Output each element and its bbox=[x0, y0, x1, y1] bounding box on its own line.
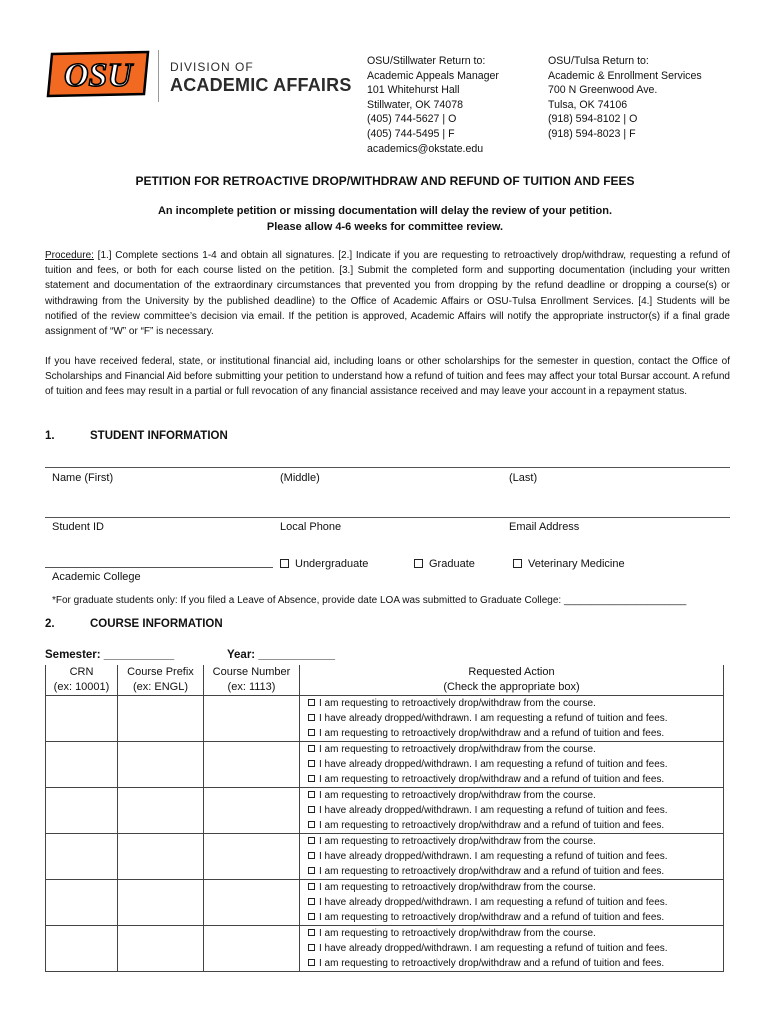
action-option[interactable] bbox=[300, 803, 723, 818]
loa-note: *For graduate students only: If you filed a Leave of Absence, provide date LOA was submitted to Graduate College: ______________________ bbox=[52, 595, 687, 606]
action-cell bbox=[300, 742, 724, 788]
action-option-label: I am requesting to retroactively drop/withdraw from the course. bbox=[319, 744, 596, 755]
action-cell bbox=[300, 926, 724, 972]
crn-cell[interactable] bbox=[46, 788, 118, 834]
undergraduate-checkbox[interactable] bbox=[280, 559, 289, 568]
action-option-label: I am requesting to retroactively drop/withdraw from the course. bbox=[319, 882, 596, 893]
action-option[interactable] bbox=[300, 956, 723, 971]
action-option-label: I am requesting to retroactively drop/withdraw and a refund of tuition and fees. bbox=[319, 912, 665, 923]
address-line: 101 Whitehurst Hall bbox=[367, 84, 460, 97]
action-checkbox[interactable] bbox=[308, 929, 315, 936]
tulsa-address bbox=[548, 54, 702, 142]
graduate-checkbox[interactable] bbox=[414, 559, 423, 568]
procedure-text: [1.] Complete sections 1-4 and obtain all signatures. [2.] Indicate if you are requesting to retroactively drop/withdraw, requesting a refund of tuition and fees, or both for each course listed on the petition. [3.] Submit the completed form and supporting documentation (including your written statement and documentation of the extraordinary circumstances that prevented you from dropping by the refund deadline or dropping a course(s) or withdrawing from the University by the published deadline) to the Office of Academic Affairs or OSU-Tulsa Enrollment Services. [4.] Students will be notified of the review committee’s decision via email. If the petition is approved, Academic Affairs will notify the appropriate instructor(s) if a final grade assignment of “W” or “F” is necessary. bbox=[45, 250, 730, 338]
number-cell[interactable] bbox=[204, 742, 300, 788]
email-address-label: Email Address bbox=[509, 521, 580, 533]
number-cell[interactable] bbox=[204, 880, 300, 926]
action-option[interactable] bbox=[300, 788, 723, 803]
action-option[interactable] bbox=[300, 910, 723, 925]
action-option-label: I have already dropped/withdrawn. I am requesting a refund of tuition and fees. bbox=[319, 759, 668, 770]
address-line: (918) 594-8023 | F bbox=[548, 127, 636, 140]
action-option-label: I am requesting to retroactively drop/withdraw and a refund of tuition and fees. bbox=[319, 820, 665, 831]
prefix-cell[interactable] bbox=[118, 834, 204, 880]
prefix-cell[interactable] bbox=[118, 926, 204, 972]
academic-college-label: Academic College bbox=[52, 571, 141, 583]
action-option-label: I am requesting to retroactively drop/withdraw and a refund of tuition and fees. bbox=[319, 774, 665, 785]
action-option[interactable] bbox=[300, 849, 723, 864]
student-id-label: Student ID bbox=[52, 521, 104, 533]
action-option-label: I am requesting to retroactively drop/withdraw and a refund of tuition and fees. bbox=[319, 958, 665, 969]
crn-cell[interactable] bbox=[46, 926, 118, 972]
prefix-cell[interactable] bbox=[118, 696, 204, 742]
section-2-title: COURSE INFORMATION bbox=[90, 618, 223, 630]
number-cell[interactable] bbox=[204, 834, 300, 880]
address-line: OSU/Tulsa Return to: bbox=[548, 55, 649, 67]
osu-logo bbox=[44, 48, 154, 100]
action-option-label: I am requesting to retroactively drop/withdraw and a refund of tuition and fees. bbox=[319, 866, 665, 877]
action-option-label: I have already dropped/withdrawn. I am requesting a refund of tuition and fees. bbox=[319, 851, 668, 862]
address-line: OSU/Stillwater Return to: bbox=[367, 55, 486, 67]
action-option-label: I am requesting to retroactively drop/withdraw from the course. bbox=[319, 928, 596, 939]
action-checkbox[interactable] bbox=[308, 913, 315, 920]
action-option-label: I have already dropped/withdrawn. I am requesting a refund of tuition and fees. bbox=[319, 943, 668, 954]
warning-line-1: An incomplete petition or missing documentation will delay the review of your petition. bbox=[157, 205, 613, 217]
address-line: Stillwater, OK 74078 bbox=[367, 98, 463, 111]
form-title: PETITION FOR RETROACTIVE DROP/WITHDRAW AND REFUND OF TUITION AND FEES bbox=[135, 174, 635, 188]
action-checkbox[interactable] bbox=[308, 714, 315, 721]
crn-cell[interactable] bbox=[46, 880, 118, 926]
action-option[interactable] bbox=[300, 742, 723, 757]
action-option[interactable] bbox=[300, 864, 723, 879]
address-line: 700 N Greenwood Ave. bbox=[548, 84, 658, 97]
course-table bbox=[45, 665, 724, 972]
semester-field[interactable]: Semester: ___________ bbox=[45, 649, 175, 661]
prefix-cell[interactable] bbox=[118, 880, 204, 926]
action-option-label: I am requesting to retroactively drop/withdraw from the course. bbox=[319, 836, 596, 847]
financial-aid-paragraph: If you have received federal, state, or institutional financial aid, including loans or other scholarships for the semester in question, contact the Office of Scholarships and Financial Aid before submitting your petition to understand how a refund of tuition and fees may affect your total Bursar account. A refund of tuition and fees may result in a partial or full revocation of any financial assistance received and may leave your account in a repayment status. bbox=[45, 356, 730, 398]
veterinary-checkbox[interactable] bbox=[513, 559, 522, 568]
section-1-number: 1. bbox=[45, 430, 55, 442]
number-cell[interactable] bbox=[204, 788, 300, 834]
header-divider bbox=[158, 50, 159, 102]
number-header: Course Number (ex: 1113) bbox=[204, 665, 300, 696]
email-link[interactable]: academics@okstate.edu bbox=[367, 142, 484, 155]
action-checkbox[interactable] bbox=[308, 729, 315, 736]
name-field-line[interactable] bbox=[45, 467, 730, 468]
address-line: Tulsa, OK 74106 bbox=[548, 98, 628, 111]
address-line: Academic & Enrollment Services bbox=[548, 69, 702, 82]
crn-header: CRN (ex: 10001) bbox=[46, 665, 118, 696]
course-row bbox=[46, 834, 724, 880]
action-checkbox[interactable] bbox=[308, 837, 315, 844]
division-of-label: DIVISION OF bbox=[170, 60, 254, 74]
action-checkbox[interactable] bbox=[308, 867, 315, 874]
action-checkbox[interactable] bbox=[308, 699, 315, 706]
undergraduate-option[interactable]: Undergraduate bbox=[280, 558, 368, 570]
action-option[interactable] bbox=[300, 757, 723, 772]
course-row bbox=[46, 880, 724, 926]
veterinary-option[interactable]: Veterinary Medicine bbox=[513, 558, 625, 570]
action-option-label: I have already dropped/withdrawn. I am requesting a refund of tuition and fees. bbox=[319, 713, 668, 724]
address-line: Academic Appeals Manager bbox=[367, 69, 499, 82]
action-option[interactable] bbox=[300, 880, 723, 895]
action-checkbox[interactable] bbox=[308, 821, 315, 828]
action-option-label: I am requesting to retroactively drop/withdraw from the course. bbox=[319, 698, 596, 709]
action-option[interactable] bbox=[300, 696, 723, 711]
action-option[interactable] bbox=[300, 818, 723, 833]
action-cell bbox=[300, 788, 724, 834]
course-row bbox=[46, 696, 724, 742]
action-checkbox[interactable] bbox=[308, 959, 315, 966]
name-middle-label: (Middle) bbox=[280, 472, 320, 484]
crn-cell[interactable] bbox=[46, 742, 118, 788]
number-cell[interactable] bbox=[204, 926, 300, 972]
action-option-label: I am requesting to retroactively drop/withdraw from the course. bbox=[319, 790, 596, 801]
procedure-paragraph bbox=[45, 248, 730, 339]
address-line: (405) 744-5495 | F bbox=[367, 127, 455, 140]
section-2-number: 2. bbox=[45, 618, 55, 630]
academic-affairs-label: ACADEMIC AFFAIRS bbox=[170, 75, 352, 95]
crn-cell[interactable] bbox=[46, 834, 118, 880]
procedure-label: Procedure: bbox=[45, 250, 94, 261]
action-option[interactable] bbox=[300, 711, 723, 726]
course-row bbox=[46, 926, 724, 972]
action-cell bbox=[300, 880, 724, 926]
prefix-cell[interactable] bbox=[118, 742, 204, 788]
address-line: (405) 744-5627 | O bbox=[367, 113, 457, 126]
action-checkbox[interactable] bbox=[308, 775, 315, 782]
course-row bbox=[46, 742, 724, 788]
action-option[interactable] bbox=[300, 834, 723, 849]
graduate-option[interactable]: Graduate bbox=[414, 558, 475, 570]
action-cell bbox=[300, 696, 724, 742]
action-checkbox[interactable] bbox=[308, 760, 315, 767]
action-option[interactable] bbox=[300, 726, 723, 741]
action-checkbox[interactable] bbox=[308, 745, 315, 752]
action-checkbox[interactable] bbox=[308, 852, 315, 859]
action-checkbox[interactable] bbox=[308, 806, 315, 813]
crn-cell[interactable] bbox=[46, 696, 118, 742]
year-field[interactable]: Year: ____________ bbox=[227, 649, 336, 661]
address-line: (918) 594-8102 | O bbox=[548, 113, 638, 126]
action-checkbox[interactable] bbox=[308, 883, 315, 890]
action-option[interactable] bbox=[300, 895, 723, 910]
section-1-title: STUDENT INFORMATION bbox=[90, 430, 228, 442]
action-checkbox[interactable] bbox=[308, 944, 315, 951]
academic-college-line[interactable] bbox=[45, 567, 273, 568]
action-option-label: I have already dropped/withdrawn. I am requesting a refund of tuition and fees. bbox=[319, 805, 668, 816]
name-last-label: (Last) bbox=[509, 472, 538, 484]
prefix-cell[interactable] bbox=[118, 788, 204, 834]
action-option[interactable] bbox=[300, 772, 723, 787]
action-option[interactable] bbox=[300, 926, 723, 941]
action-option-label: I have already dropped/withdrawn. I am requesting a refund of tuition and fees. bbox=[319, 897, 668, 908]
number-cell[interactable] bbox=[204, 696, 300, 742]
svg-text:OSU: OSU bbox=[63, 57, 133, 94]
id-field-line[interactable] bbox=[45, 517, 730, 518]
warning-line-2: Please allow 4-6 weeks for committee review. bbox=[266, 221, 504, 233]
action-checkbox[interactable] bbox=[308, 898, 315, 905]
action-cell bbox=[300, 834, 724, 880]
local-phone-label: Local Phone bbox=[280, 521, 342, 533]
action-option[interactable] bbox=[300, 941, 723, 956]
course-row bbox=[46, 788, 724, 834]
prefix-header: Course Prefix (ex: ENGL) bbox=[118, 665, 204, 696]
action-option-label: I am requesting to retroactively drop/withdraw and a refund of tuition and fees. bbox=[319, 728, 665, 739]
action-checkbox[interactable] bbox=[308, 791, 315, 798]
action-header: Requested Action (Check the appropriate box) bbox=[300, 665, 724, 696]
stillwater-address bbox=[367, 54, 499, 156]
name-first-label: Name (First) bbox=[52, 472, 114, 484]
